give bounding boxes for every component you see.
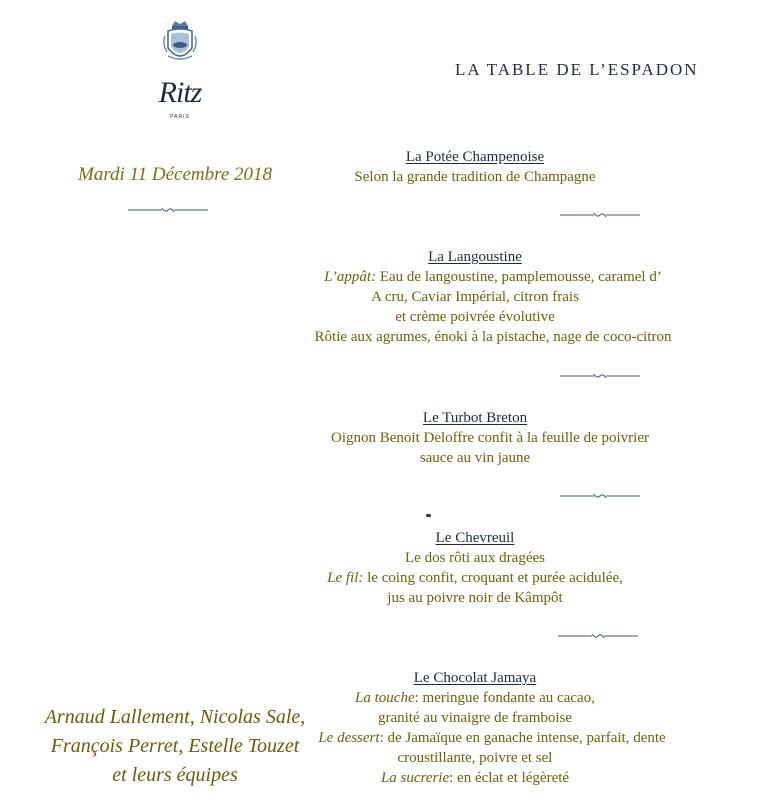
course-description: croustillante, poivre et sel: [397, 750, 553, 766]
course-item: [230, 408, 720, 468]
ritz-logo: [140, 18, 220, 120]
course-label: L’appât:: [324, 269, 377, 285]
ornament-divider-icon: [560, 491, 640, 501]
course-label: Le dessert: [318, 730, 380, 746]
restaurant-title: LA TABLE DE L’ESPADON: [455, 60, 699, 79]
course-description: La touche: meringue fondante au cacao,: [355, 690, 595, 706]
course-name: La Langoustine: [428, 249, 522, 265]
course-item: [230, 147, 720, 187]
course-description: Le dessert: de Jamaïque en ganache intense, parfait, dente: [318, 730, 666, 746]
course-description: Oignon Benoit Deloffre confit à la feuille de poivrier: [331, 430, 649, 446]
ornament-divider-icon: [558, 631, 638, 641]
course-label: Le fil:: [327, 570, 364, 586]
course-description: La sucrerie: en éclat et légèreté: [380, 770, 570, 786]
course-description: granité au vinaigre de framboise: [377, 710, 573, 726]
course-description: A cru, Caviar Impérial, citron frais: [371, 289, 579, 305]
course-label: La touche: [355, 690, 415, 706]
course-name: Le Chocolat Jamaya: [413, 670, 537, 686]
ornament-divider-icon: [560, 210, 640, 220]
course-description: sauce au vin jaune: [419, 450, 531, 466]
city-label: PARIS: [170, 114, 190, 120]
ornament-divider-icon: [560, 371, 640, 381]
chefs-line: et leurs équipes: [112, 764, 238, 786]
course-description: L’appât: Eau de langoustine, pamplemousse, caramel d’: [324, 269, 662, 285]
ritz-wordmark: Ritz: [158, 76, 202, 109]
course-label: La sucrerie: [380, 770, 450, 786]
course-description: Selon la grande tradition de Champagne: [354, 169, 596, 185]
chefs-line: Arnaud Lallement, Nicolas Sale,: [44, 706, 306, 728]
course-name: La Potée Champenoise: [405, 149, 545, 165]
course-description: et crème poivrée évolutive: [395, 309, 555, 325]
ritz-crest-icon: [160, 18, 200, 66]
course-name: Le Turbot Breton: [422, 410, 528, 426]
course-item: [230, 247, 720, 347]
ornament-divider-icon: [128, 205, 208, 215]
course-item: [230, 528, 720, 608]
course-description: Le fil: le coing confit, croquant et purée acidulée,: [327, 570, 623, 586]
course-description: Le dos rôti aux dragées: [405, 550, 545, 566]
course-item: [230, 668, 720, 788]
chefs-line: François Perret, Estelle Touzet: [50, 735, 300, 757]
course-name: Le Chevreuil: [435, 530, 515, 546]
scan-speck: [426, 514, 431, 517]
menu-date: Mardi 11 Décembre 2018: [78, 164, 272, 185]
course-description: jus au poivre noir de Kâmpôt: [387, 590, 563, 606]
course-description: Rôtie aux agrumes, énoki à la pistache, nage de coco-citron: [314, 329, 672, 345]
menu-panel: [314, 0, 768, 809]
